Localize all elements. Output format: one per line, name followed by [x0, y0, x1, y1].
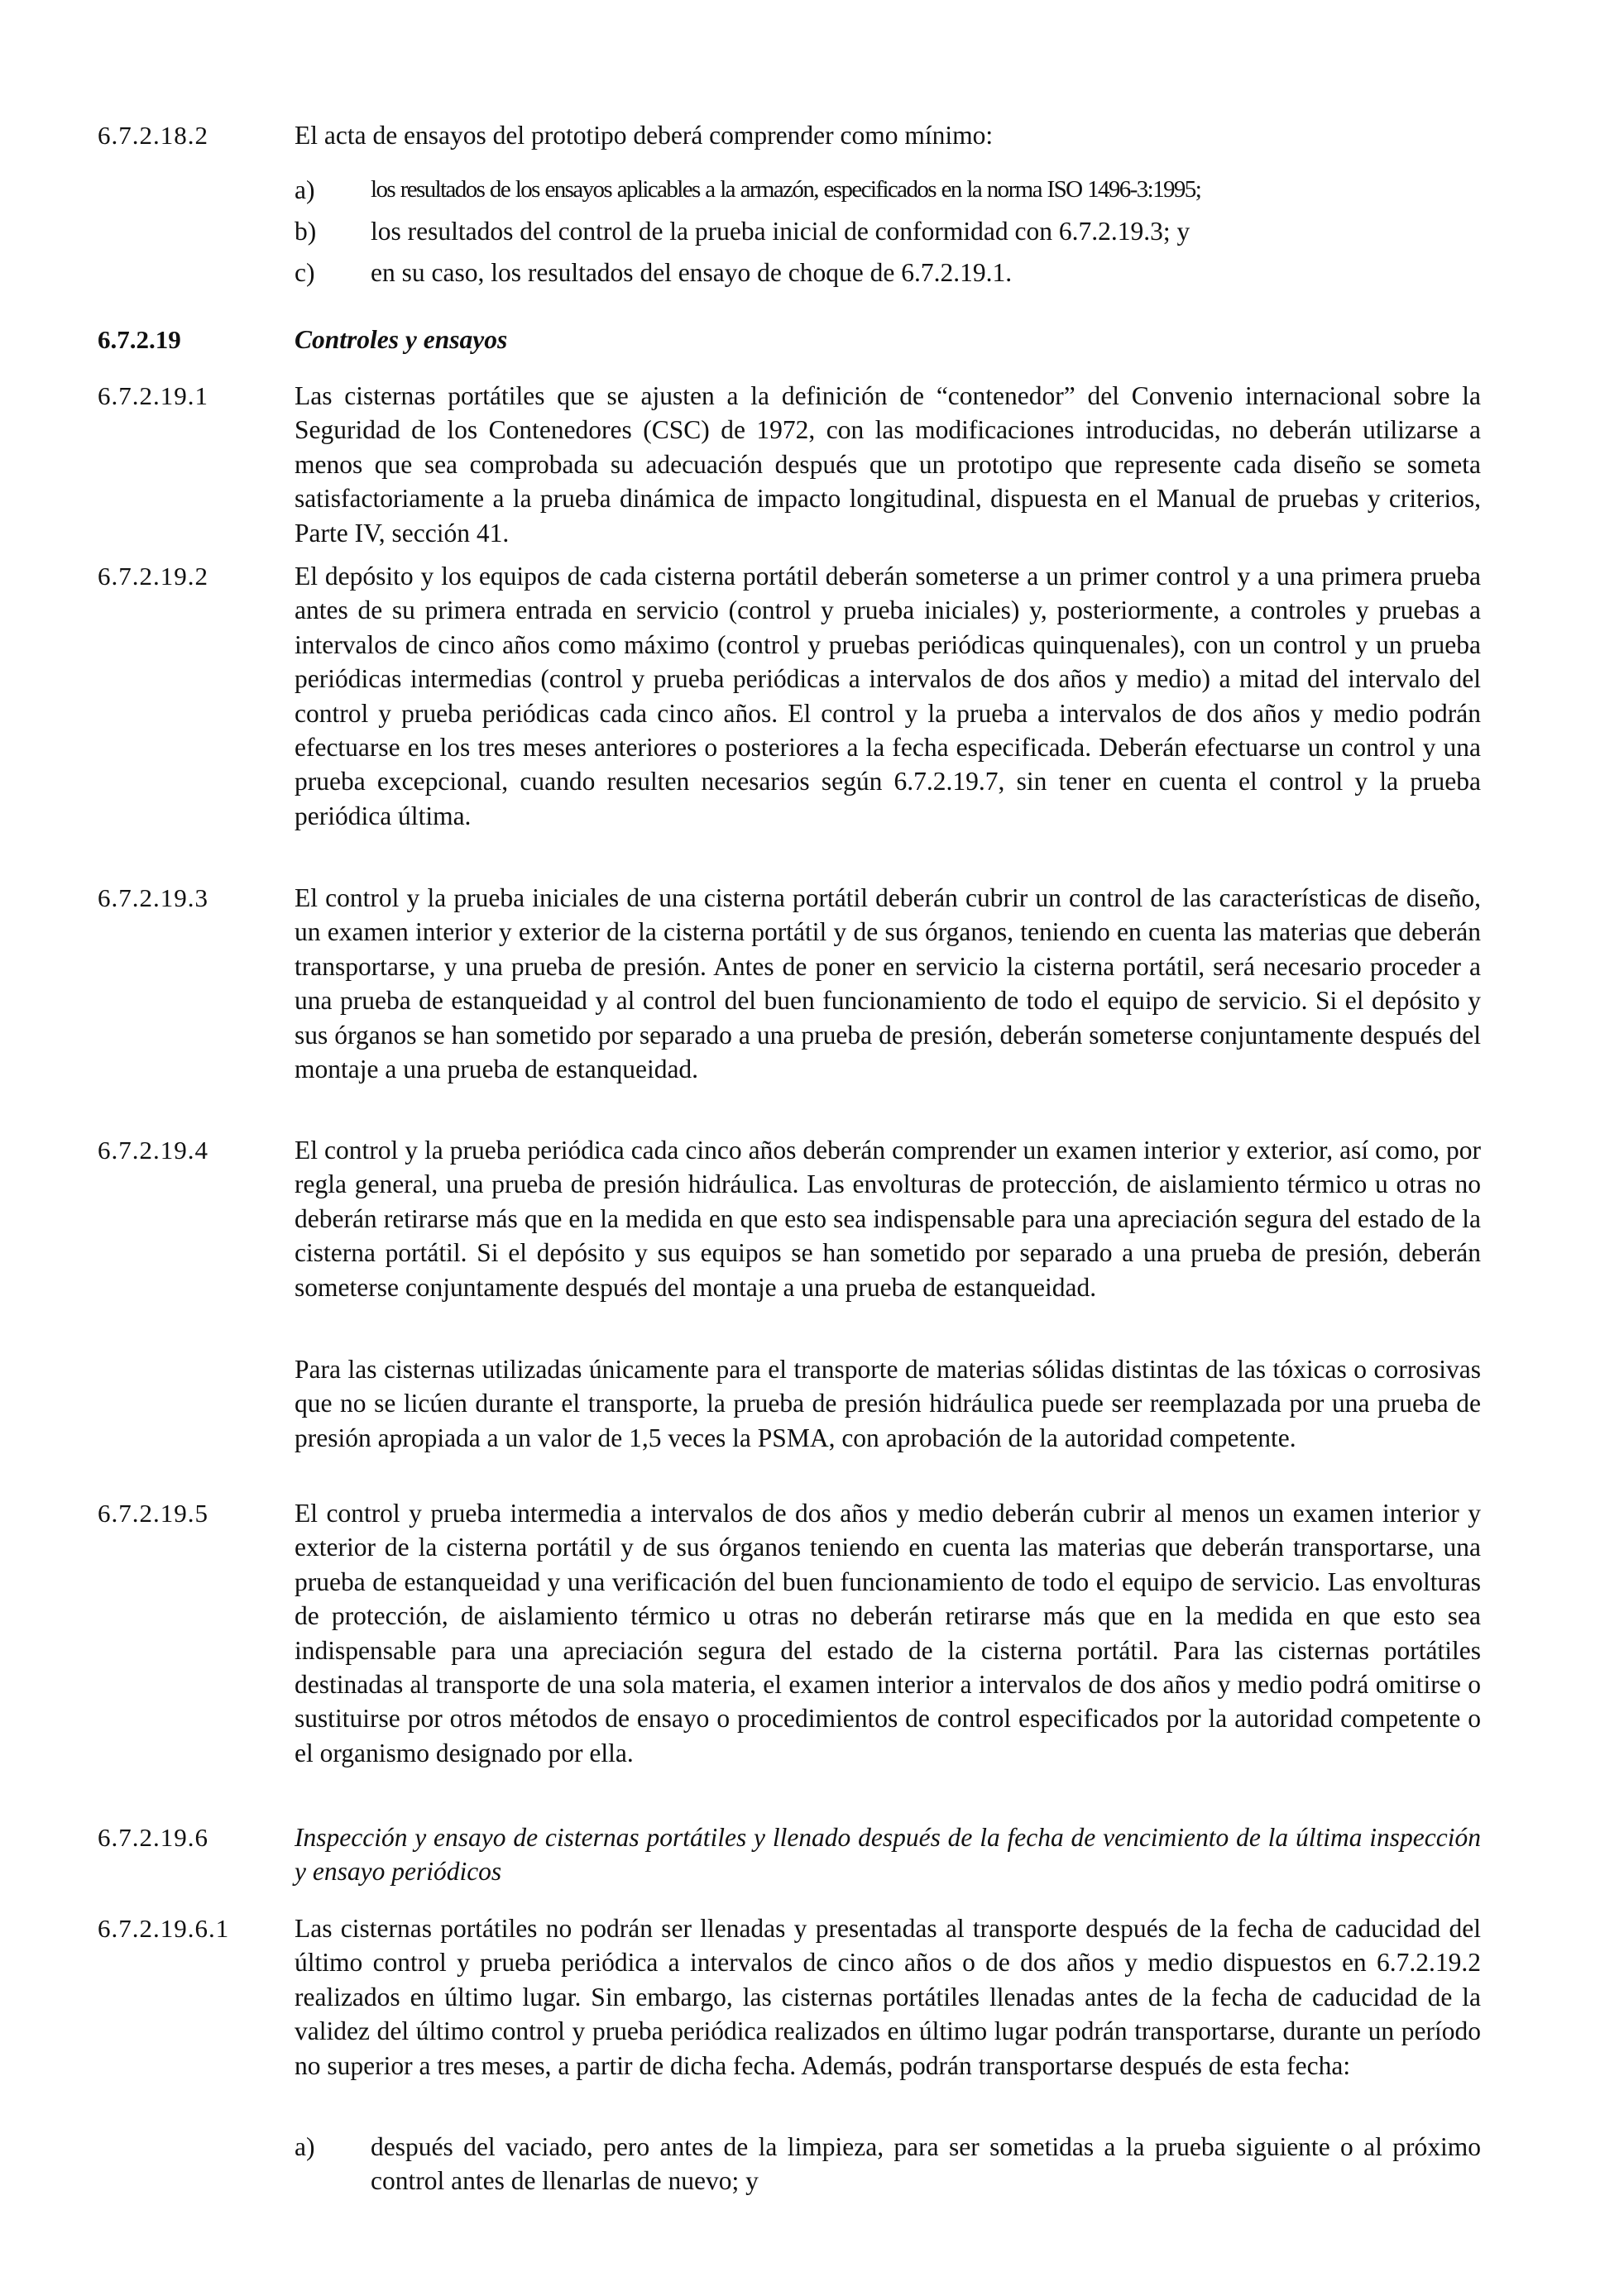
- list-item-text: los resultados del control de la prueba inicial de conformidad con 6.7.2.19.3; y: [371, 217, 1190, 246]
- section-text: El control y prueba intermedia a intervalos de dos años y medio deberán cubrir al menos un examen interior y exterior de la cisterna portátil y de sus órganos teniendo en cuenta las materias que deberán transportarse, una prueba de estanqueidad y una verificación del buen funcionamiento de todo el equipo de servicio. Las envolturas de protección, de aislamiento térmico u otras no deberán retirarse más que en la medida en que esto sea indispensable para una apreciación segura del estado de la cisterna portátil. Para las cisternas portátiles destinadas al transporte de una sola materia, el examen interior a intervalos de dos años y medio podrá omitirse o sustituirse por otros métodos de ensayo o procedimientos de control especificados por la autoridad competente o el organismo designado por ella.: [295, 1499, 1481, 1767]
- section-text: El control y la prueba periódica cada cinco años deberán comprender un examen interior y exterior, así como, por regla general, una prueba de presión hidráulica. Las envolturas de protección, de aislamiento térmico u otras no deberán retirarse más que en la medida en que esto sea indispensable para una apreciación segura del estado de la cisterna portátil. Si el depósito y sus equipos se han sometido por separado a una prueba de presión, deberán someterse conjuntamente después del montaje a una prueba de estanqueidad.: [295, 1136, 1481, 1302]
- section-number: 6.7.2.19.6.1: [98, 1914, 230, 1943]
- list-item-text: después del vaciado, pero antes de la limpieza, para ser sometidas a la prueba siguiente o al próximo control antes de llenarlas de nuevo; y: [371, 2132, 1481, 2196]
- section-number: 6.7.2.19.2: [98, 562, 208, 591]
- section-text: El control y la prueba iniciales de una cisterna portátil deberán cubrir un control de las características de diseño, un examen interior y exterior de la cisterna portátil y de sus órganos, teniendo en cuenta las materias que deberán transportarse, y una prueba de presión. Antes de poner en servicio la cisterna portátil, será necesario proceder a una prueba de estanqueidad y al control del buen funcionamiento de todo el equipo de servicio. Si el depósito y sus órganos se han sometido por separado a una prueba de presión, deberán someterse conjuntamente después del montaje a una prueba de estanqueidad.: [295, 883, 1481, 1084]
- section-number: 6.7.2.19.3: [98, 883, 208, 912]
- section-text-paragraph-2: Para las cisternas utilizadas únicamente para el transporte de materias sólidas distintas de las tóxicas o corrosivas que no se licúen durante el transporte, la prueba de presión hidráulica puede ser reemplazada por una prueba de presión apropiada a un valor de 1,5 veces la PSMA, con aprobación de la autoridad competente.: [295, 1355, 1481, 1452]
- list-item-label: a): [295, 2132, 315, 2161]
- section-text: Las cisternas portátiles que se ajusten a la definición de “contenedor” del Convenio internacional sobre la Seguridad de los Contenedores (CSC) de 1972, con las modificaciones introducidas, no deberán utilizarse a menos que sea comprobada su adecuación después que un prototipo que represente cada diseño se someta satisfactoriamente a la prueba dinámica de impacto longitudinal, dispuesta en el Manual de pruebas y criterios, Parte IV, sección 41.: [295, 381, 1481, 548]
- section-number: 6.7.2.19.4: [98, 1136, 208, 1165]
- section-number: 6.7.2.19.1: [98, 381, 208, 410]
- list-item-text: en su caso, los resultados del ensayo de choque de 6.7.2.19.1.: [371, 258, 1013, 287]
- section-number: 6.7.2.19.5: [98, 1499, 208, 1528]
- section-heading: Controles y ensayos: [295, 325, 508, 354]
- section-number: 6.7.2.19: [98, 325, 181, 354]
- list-item-text: los resultados de los ensayos aplicables a la armazón, especificados en la norma ISO 1496-3:1995;: [371, 176, 1201, 203]
- section-number: 6.7.2.19.6: [98, 1823, 208, 1852]
- section-number: 6.7.2.18.2: [98, 121, 208, 150]
- section-text: El depósito y los equipos de cada cisterna portátil deberán someterse a un primer control y a una primera prueba antes de su primera entrada en servicio (control y prueba iniciales) y, posteriormente, a controles y pruebas a intervalos de cinco años como máximo (control y pruebas periódicas quinquenales), con un control y un prueba periódicas intermedias (control y prueba periódicas a intervalos de dos años y medio) a mitad del intervalo del control y prueba periódicas cada cinco años. El control y la prueba a intervalos de dos años y medio podrán efectuarse en los tres meses anteriores o posteriores a la fecha especificada. Deberán efectuarse un control y una prueba excepcional, cuando resulten necesarios según 6.7.2.19.7, sin tener en cuenta el control y la prueba periódica última.: [295, 562, 1481, 830]
- section-text: El acta de ensayos del prototipo deberá comprender como mínimo:: [295, 121, 994, 150]
- list-item-label: a): [295, 175, 315, 204]
- list-item-label: b): [295, 217, 317, 246]
- list-item-label: c): [295, 258, 315, 287]
- section-text: Las cisternas portátiles no podrán ser llenadas y presentadas al transporte después de la fecha de caducidad del último control y prueba periódica a intervalos de cinco años o de dos años y medio dispuestos en 6.7.2.19.2 realizados en último lugar. Sin embargo, las cisternas portátiles llenadas antes de la fecha de caducidad de la validez del último control y prueba periódica realizados en último lugar podrán transportarse, durante un período no superior a tres meses, a partir de dicha fecha. Además, podrán transportarse después de esta fecha:: [295, 1914, 1481, 2080]
- section-heading: Inspección y ensayo de cisternas portátiles y llenado después de la fecha de vencimiento de la última inspección y ensayo periódicos: [295, 1823, 1481, 1887]
